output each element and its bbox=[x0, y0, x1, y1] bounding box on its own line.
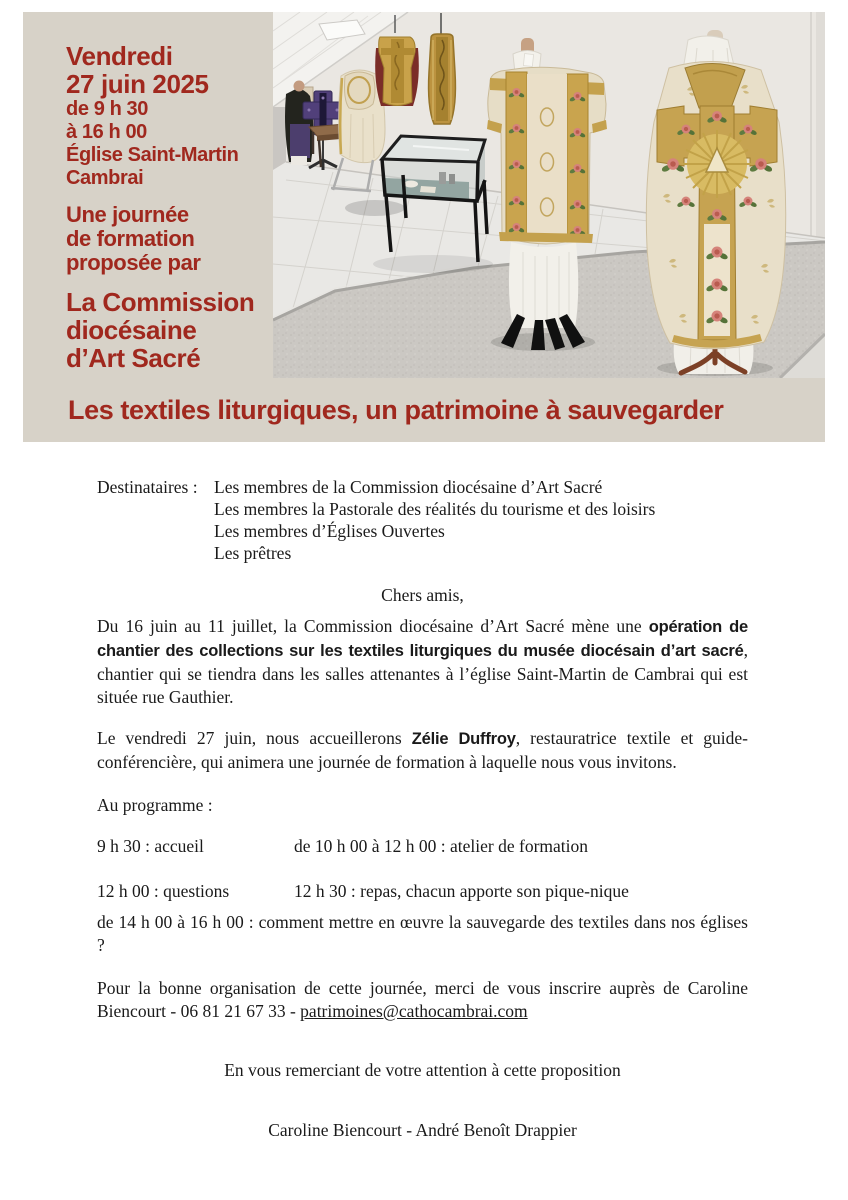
event-date: 27 juin 2025 bbox=[66, 69, 209, 99]
letter-body bbox=[97, 442, 748, 1142]
event-kind-line3: proposée par bbox=[66, 250, 201, 275]
flyer-header bbox=[23, 12, 825, 442]
inscription-text: Pour la bonne organisation de cette journée, merci de vous inscrire auprès de Caroline Biencourt - 06 81 21 67 33 - bbox=[97, 977, 748, 1021]
schedule-noon-questions: 12 h 00 : questions bbox=[97, 880, 230, 901]
event-city: Cambrai bbox=[66, 167, 144, 189]
exhibition-photo-illustration bbox=[273, 12, 825, 378]
destinataires-block bbox=[97, 476, 748, 564]
paragraph-intervenante-end: , restauratrice textile et guide-conférencière, qui animera une journée de formation à laquelle nous vous invitons. bbox=[97, 727, 748, 772]
event-start-time: de 9 h 30 bbox=[66, 98, 148, 120]
event-venue: Église Saint-Martin bbox=[66, 144, 239, 166]
event-kind-line2: de formation bbox=[66, 226, 195, 251]
schedule-afternoon: de 14 h 00 à 16 h 00 : comment mettre en œuvre la sauvegarde des textiles dans nos églises ? bbox=[97, 911, 748, 955]
signature-line: Caroline Biencourt - André Benoît Drappier bbox=[268, 1119, 577, 1140]
contact-email-link[interactable]: patrimoines@cathocambrai.com bbox=[300, 1000, 528, 1021]
paragraph-chantier bbox=[97, 615, 748, 709]
figure-display bbox=[285, 81, 313, 166]
schedule-morning-welcome: 9 h 30 : accueil bbox=[97, 835, 204, 856]
paragraph-intervenante bbox=[97, 727, 748, 774]
inscription-paragraph bbox=[97, 977, 748, 1023]
organizer-line3: d’Art Sacré bbox=[66, 343, 201, 373]
exhibition-photo bbox=[273, 12, 825, 378]
closing-thanks: En vous remerciant de votre attention à cette proposition bbox=[224, 1059, 621, 1080]
paragraph-intervenante-bold: Zélie Duffroy bbox=[411, 729, 516, 748]
salutation: Chers amis, bbox=[381, 585, 464, 605]
destinataire-item: Les membres d’Églises Ouvertes bbox=[214, 521, 445, 541]
destinataires-list bbox=[214, 476, 655, 564]
destinataire-item: Les membres la Pastorale des réalités du tourisme et des loisirs bbox=[214, 499, 656, 519]
schedule-row bbox=[97, 880, 748, 903]
mannequin-right bbox=[646, 30, 785, 376]
schedule-noon-lunch: 12 h 30 : repas, chacun apporte son pique-nique bbox=[294, 880, 629, 901]
paragraph-chantier-start: Du 16 juin au 11 juillet, la Commission diocésaine d’Art Sacré mène une bbox=[97, 616, 649, 636]
paragraph-chantier-end: , chantier qui se tiendra dans les salles attenantes à l’église Saint-Martin de Cambrai qui est située rue Gauthier. bbox=[97, 640, 748, 707]
paragraph-intervenante-start: Le vendredi 27 juin, nous accueillerons bbox=[97, 727, 412, 748]
destinataire-item: Les membres de la Commission diocésaine d’Art Sacré bbox=[214, 477, 603, 497]
event-day: Vendredi bbox=[66, 41, 173, 71]
organizer-line2: diocésaine bbox=[66, 315, 197, 345]
title-banner bbox=[23, 378, 825, 442]
destinataire-item: Les prêtres bbox=[214, 543, 292, 563]
schedule-row bbox=[97, 835, 748, 858]
programme-label: Au programme : bbox=[97, 794, 213, 815]
destinataires-label: Destinataires : bbox=[97, 477, 198, 497]
flyer-title: Les textiles liturgiques, un patrimoine à sauvegarder bbox=[68, 395, 724, 425]
schedule-morning-workshop: de 10 h 00 à 12 h 00 : atelier de formation bbox=[294, 835, 589, 856]
paragraph-chantier-bold: opération de chantier des collections sur les textiles liturgiques du musée diocésain d’art sacré bbox=[97, 618, 749, 660]
event-end-time: à 16 h 00 bbox=[66, 121, 147, 143]
event-kind-line1: Une journée bbox=[66, 202, 189, 227]
organizer-line1: La Commission bbox=[66, 287, 255, 317]
